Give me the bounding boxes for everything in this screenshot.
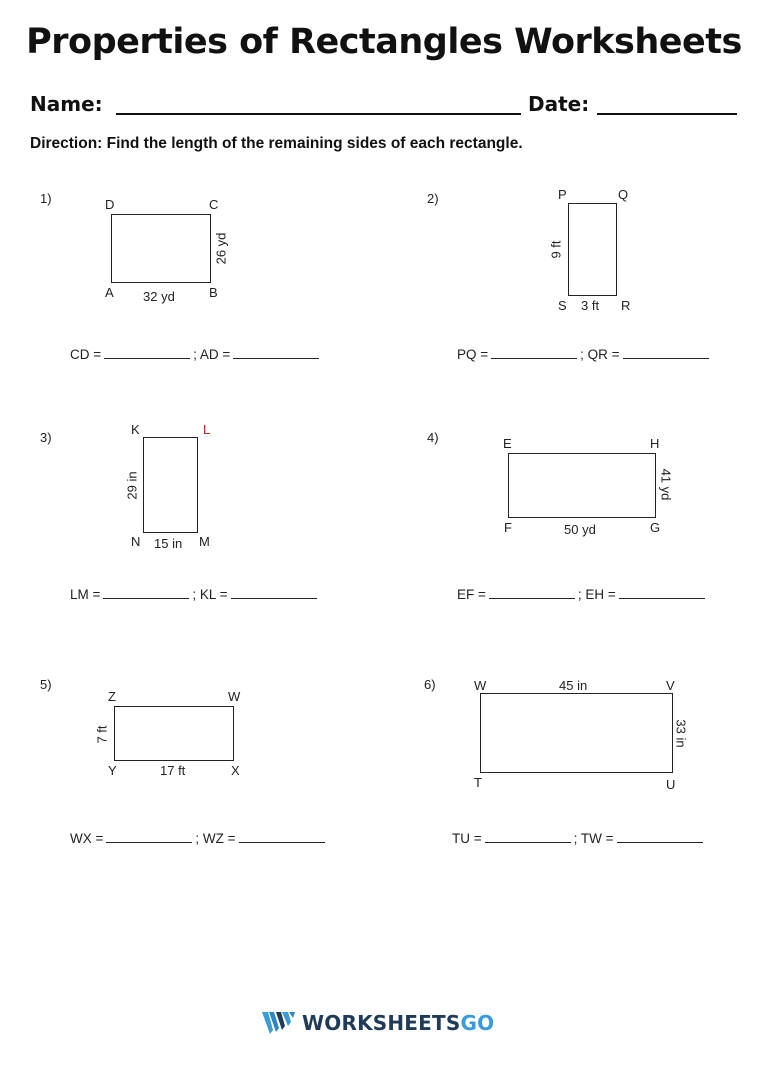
answer-label: ; WZ = bbox=[195, 831, 236, 846]
answer-label: ; AD = bbox=[193, 347, 231, 362]
vertex-label: K bbox=[131, 422, 140, 437]
vertex-label: L bbox=[203, 422, 211, 437]
date-label: Date: bbox=[528, 92, 590, 116]
answer-row bbox=[70, 831, 328, 846]
rectangle-figure bbox=[143, 437, 198, 533]
answer-label: ; TW = bbox=[573, 831, 614, 846]
vertex-label: U bbox=[666, 777, 676, 792]
vertex-label: T bbox=[474, 775, 482, 790]
problem-number: 4) bbox=[427, 430, 439, 445]
rectangle-figure bbox=[568, 203, 617, 296]
problem-number: 6) bbox=[424, 677, 436, 692]
rectangle-figure bbox=[480, 693, 673, 773]
vertex-label: X bbox=[231, 763, 240, 778]
date-line[interactable] bbox=[597, 113, 737, 115]
answer-blank[interactable] bbox=[491, 357, 577, 359]
answer-label: TU = bbox=[452, 831, 482, 846]
vertex-label: C bbox=[209, 197, 219, 212]
direction-text: Direction: Find the length of the remaining sides of each rectangle. bbox=[30, 135, 523, 152]
answer-row bbox=[452, 831, 706, 846]
logo-text-part1: WORKSHEETS bbox=[302, 1011, 461, 1035]
problem-number: 3) bbox=[40, 430, 52, 445]
answer-label: ; QR = bbox=[580, 347, 620, 362]
side-length-label: 7 ft bbox=[94, 725, 110, 744]
answer-label: ; EH = bbox=[577, 587, 616, 602]
answer-row bbox=[70, 587, 320, 602]
answer-blank[interactable] bbox=[233, 357, 319, 359]
problem-number: 2) bbox=[427, 191, 439, 206]
answer-blank[interactable] bbox=[104, 357, 190, 359]
vertex-label: Y bbox=[108, 763, 117, 778]
answer-label: CD = bbox=[70, 347, 102, 362]
vertex-label: D bbox=[105, 197, 115, 212]
vertex-label: E bbox=[503, 436, 512, 451]
vertex-label: F bbox=[504, 520, 512, 535]
vertex-label: S bbox=[558, 298, 567, 313]
rectangle-figure bbox=[114, 706, 234, 761]
answer-blank[interactable] bbox=[485, 841, 571, 843]
vertex-label: B bbox=[209, 285, 218, 300]
problem-number: 5) bbox=[40, 677, 52, 692]
answer-row bbox=[457, 347, 712, 362]
answer-label: EF = bbox=[457, 587, 486, 602]
rectangle-figure bbox=[111, 214, 211, 283]
answer-label: ; KL = bbox=[192, 587, 228, 602]
name-label: Name: bbox=[30, 92, 103, 116]
answer-blank[interactable] bbox=[619, 597, 705, 599]
vertex-label: P bbox=[558, 187, 567, 202]
vertex-label: R bbox=[621, 298, 631, 313]
answer-blank[interactable] bbox=[231, 597, 317, 599]
side-length-label: 26 yd bbox=[213, 232, 229, 265]
vertex-label: N bbox=[131, 534, 141, 549]
logo-w-icon bbox=[262, 1010, 296, 1036]
page-title: Properties of Rectangles Worksheets bbox=[26, 22, 742, 62]
side-length-label: 15 in bbox=[154, 536, 183, 551]
vertex-label: Q bbox=[618, 187, 629, 202]
answer-blank[interactable] bbox=[617, 841, 703, 843]
vertex-label: Z bbox=[108, 689, 116, 704]
rectangle-figure bbox=[508, 453, 656, 518]
worksheetsgo-logo bbox=[262, 1008, 512, 1038]
logo-text-part2: GO bbox=[460, 1011, 495, 1035]
vertex-label: A bbox=[105, 285, 114, 300]
answer-blank[interactable] bbox=[623, 357, 709, 359]
answer-row bbox=[457, 587, 708, 602]
answer-blank[interactable] bbox=[489, 597, 575, 599]
answer-label: LM = bbox=[70, 587, 101, 602]
side-length-label: 32 yd bbox=[143, 289, 175, 304]
answer-label: WX = bbox=[70, 831, 104, 846]
side-length-label: 45 in bbox=[559, 678, 588, 693]
side-length-label: 50 yd bbox=[564, 522, 596, 537]
vertex-label: H bbox=[650, 436, 660, 451]
vertex-label: M bbox=[199, 534, 210, 549]
vertex-label: V bbox=[666, 678, 675, 693]
side-length-label: 41 yd bbox=[658, 468, 674, 501]
vertex-label: W bbox=[474, 678, 487, 693]
problem-number: 1) bbox=[40, 191, 52, 206]
vertex-label: W bbox=[228, 689, 241, 704]
answer-row bbox=[70, 347, 322, 362]
side-length-label: 3 ft bbox=[581, 298, 600, 313]
answer-blank[interactable] bbox=[106, 841, 192, 843]
side-length-label: 17 ft bbox=[160, 763, 186, 778]
side-length-label: 29 in bbox=[124, 471, 140, 500]
answer-blank[interactable] bbox=[239, 841, 325, 843]
side-length-label: 9 ft bbox=[548, 240, 564, 259]
side-length-label: 33 in bbox=[673, 719, 689, 748]
name-line[interactable] bbox=[116, 113, 521, 115]
vertex-label: G bbox=[650, 520, 661, 535]
answer-label: PQ = bbox=[457, 347, 489, 362]
answer-blank[interactable] bbox=[103, 597, 189, 599]
